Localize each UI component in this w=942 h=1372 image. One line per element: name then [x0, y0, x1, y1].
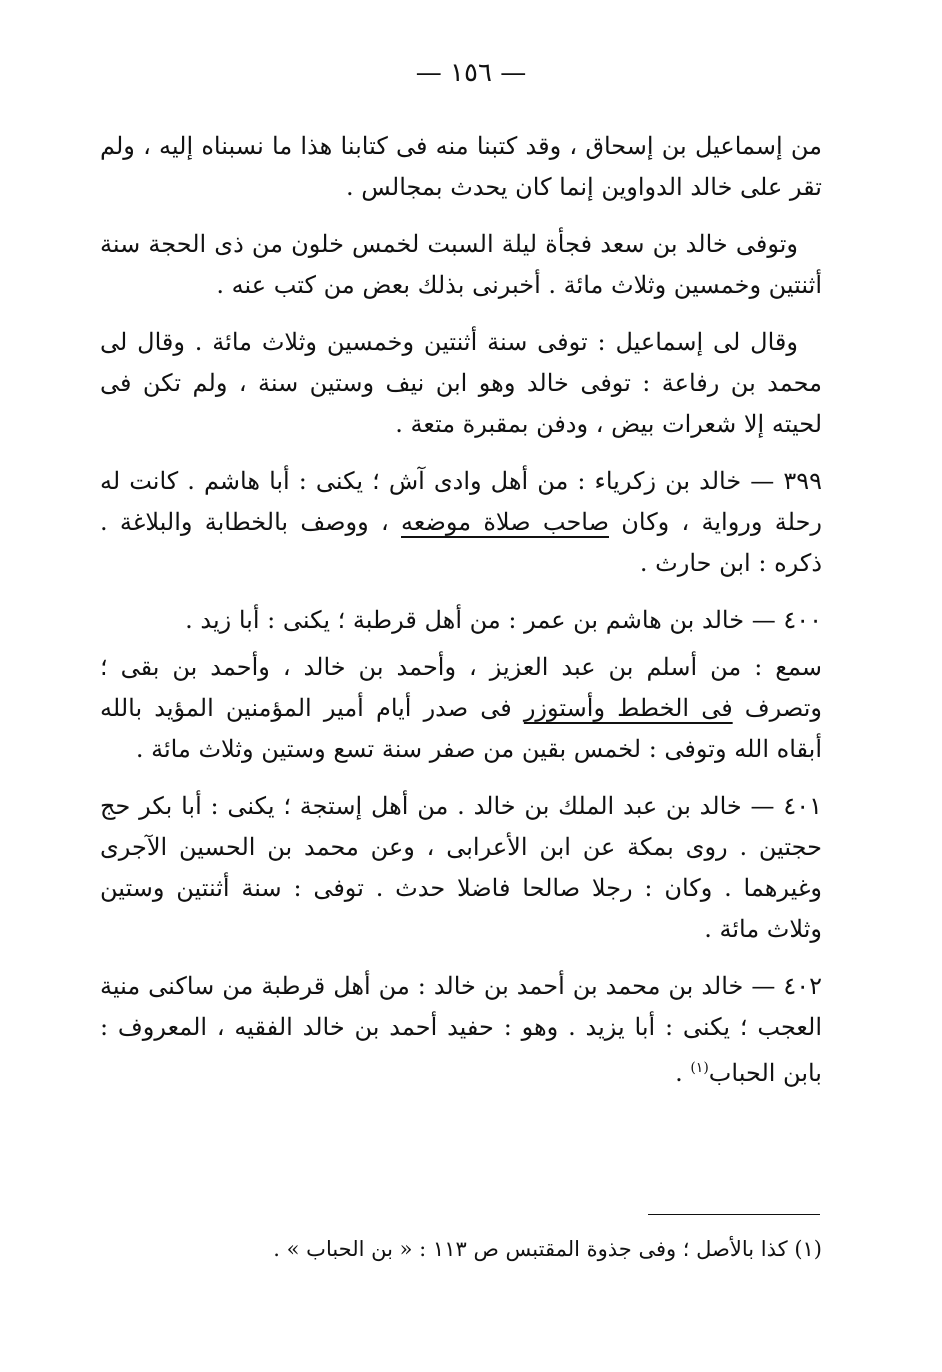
underlined-phrase: فى الخطط وأستوزر: [523, 694, 733, 722]
entry-text: خالد بن هاشم بن عمر : من أهل قرطبة ؛ يكنى : أبا زيد .: [185, 606, 745, 634]
footnote: (١) كذا بالأصل ؛ وفى جذوة المقتبس ص ١١٣ : « بن الحباب » .: [273, 1237, 822, 1261]
entry-number: ٤٠١ —: [750, 792, 822, 820]
paragraph-3: وقال لى إسماعيل : توفى سنة أثنتين وخمسين وثلاث مائة . وقال لى محمد بن رفاعة : توفى خالد وهو ابن نيف وستين سنة ، ولم تكن فى لحيته إلا شعرات بيض ، ودفن بمقبرة متعة .: [100, 328, 822, 438]
entry-text-end: ، ووصف بالخطابة والبلاغة . ذكره : ابن حارث .: [100, 508, 822, 577]
entry-text: خالد بن عبد الملك بن خالد . من أهل إستجة ؛ يكنى : أبا بكر حج حجتين . روى بمكة عن ابن الأعرابى ، وعن محمد بن الحسين الآجرى وغيرهما . وكان : رجلا صالحا فاضلا حدث . توفى : سنة أثنتين وستين وثلاث مائة .: [100, 792, 822, 943]
entry-400-continuation: [100, 647, 822, 770]
footnote-divider: [648, 1214, 820, 1215]
entry-number: ٤٠٢ —: [751, 972, 822, 1000]
page-body: [100, 126, 822, 1110]
entry-number: ٣٩٩ —: [750, 467, 822, 495]
entry-400: [100, 600, 822, 641]
page-number: — ١٥٦ —: [415, 58, 527, 88]
entry-402: [100, 966, 822, 1094]
entry-399: [100, 461, 822, 584]
paragraph-1: من إسماعيل بن إسحاق ، وقد كتبنا منه فى كتابنا هذا ما نسبناه إليه ، ولم تقر على خالد الدواوين إنما كان يحدث بمجالس .: [100, 132, 822, 201]
entry-number: ٤٠٠ —: [751, 606, 822, 634]
entry-text: سمع : من أسلم بن عبد العزيز ، وأحمد بن خالد ، وأحمد بن بقى ؛ وتصرف: [100, 653, 822, 722]
entry-text-end: فى صدر أيام أمير المؤمنين المؤيد بالله أبقاه الله وتوفى : لخمس بقين من صفر سنة تسع وستين وثلاث مائة .: [100, 694, 822, 763]
paragraph-2: وتوفى خالد بن سعد فجأة ليلة السبت لخمس خلون من ذى الحجة سنة أثنتين وخمسين وثلاث مائة . أخبرنى بذلك بعض من كتب عنه .: [100, 230, 822, 299]
entry-text: خالد بن محمد بن أحمد بن خالد : من أهل قرطبة من ساكنى منية العجب ؛ يكنى : أبا يزيد . وهو : حفيد أحمد بن خالد الفقيه ، المعروف : بابن الحباب: [100, 972, 822, 1087]
entry-401: [100, 786, 822, 950]
entry-text-end: .: [675, 1059, 691, 1087]
footnote-reference: (١): [690, 1060, 709, 1076]
entry-text: خالد بن زكرياء : من أهل وادى آش ؛ يكنى : أبا هاشم . كانت له رحلة ورواية ، وكان: [100, 467, 822, 536]
underlined-phrase: صاحب صلاة موضعه: [401, 508, 609, 536]
